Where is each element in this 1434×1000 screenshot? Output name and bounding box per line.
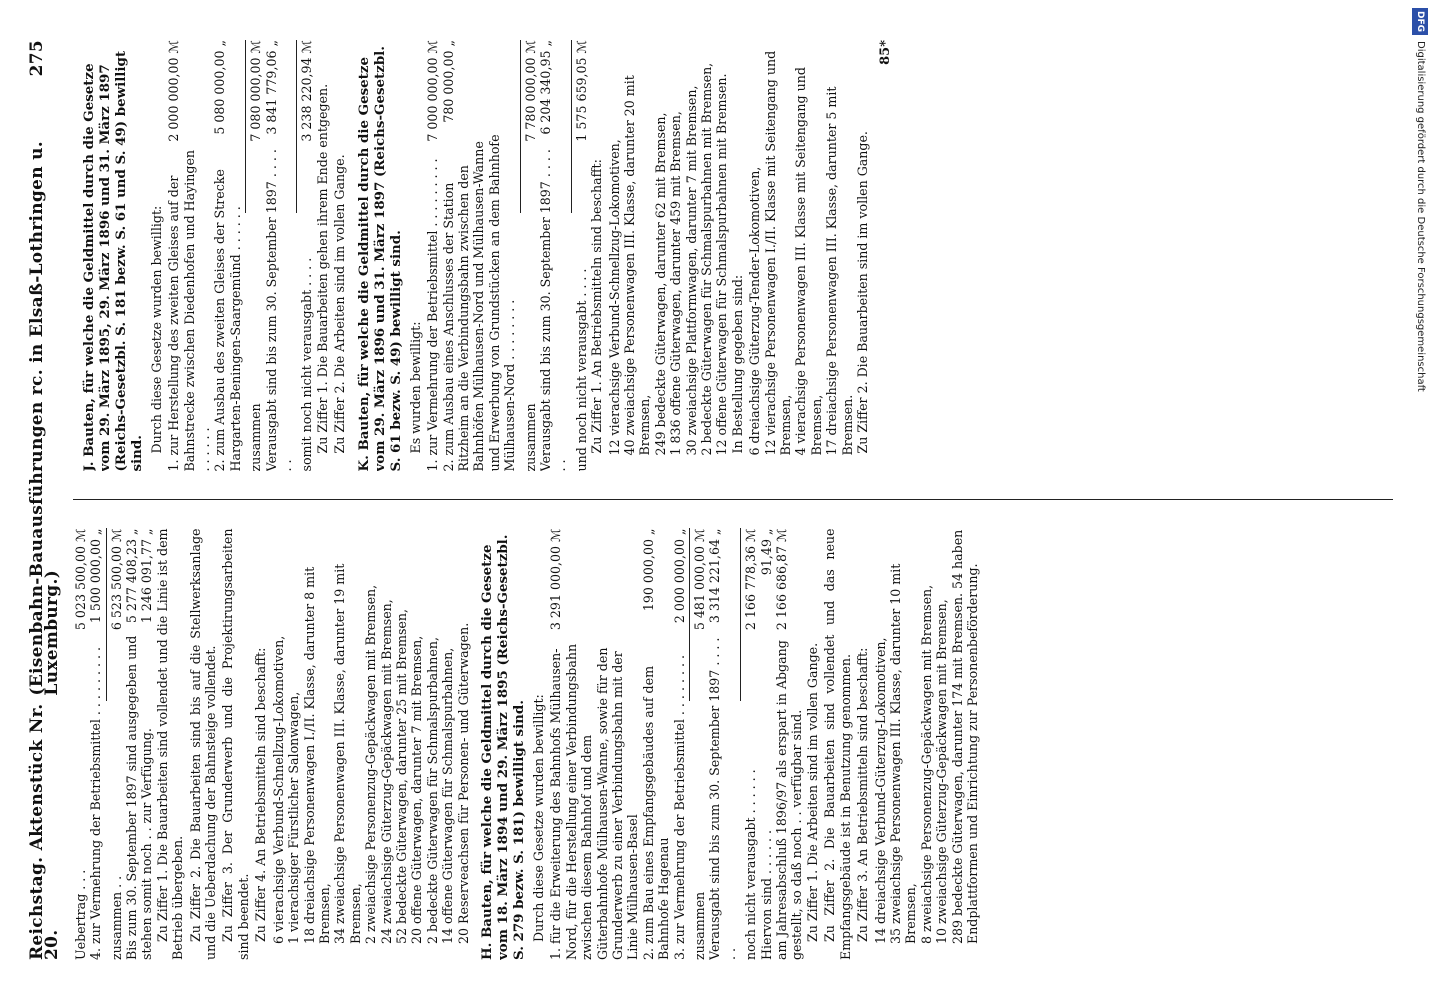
para-j-z1: Zu Ziffer 1. Die Bauarbeiten gehen ihrem Ende entgegen. — [314, 83, 330, 454]
row-j-ver: Verausgabt sind bis zum 30. September 1897 . . . . . . 3 841 779,06 „ — [263, 40, 295, 472]
list-item: 14 offene Güterwagen für Schmalspurbahnen, — [440, 647, 456, 944]
para-k-bestellung: In Bestellung gegeben sind: — [729, 274, 745, 454]
list-item: 4 vierachsige Personenwagen III. Klasse mit Seitengang und Bremsen, — [793, 67, 824, 456]
dfg-logo: DFG — [1412, 8, 1428, 35]
row-h-item3: 3. zur Vermehrung der Betriebsmittel . . . . . . . . 2 000 000,00 „ — [671, 528, 687, 960]
list-item: 10 zweiachsige Güterzug-Gepäckwagen mit Bremsen, — [934, 599, 950, 944]
section-h-heading: H. Bauten, für welche die Geldmittel durch die Gesetze vom 18. März 1894 und 29. März 1895 (Reichs-Gesetzbl. S. 279 bezw. S. 181) bewilligt sind. — [478, 534, 527, 960]
row-k-noch: und noch nicht verausgabt . . . . 1 575 659,05 ℳ — [573, 40, 589, 472]
list-item: 20 Reserveachsen für Personen- und Güterwagen. — [455, 622, 471, 944]
row-h-item2: 2. zum Bau eines Empfangsgebäudes auf dem Bahnhofe Hagenau 190 000,00 „ — [640, 528, 672, 960]
list-item: 24 zweiachsige Güterzug-Gepäckwagen mit Bremsen, — [378, 599, 394, 944]
para-ziffer1: Zu Ziffer 1. Die Bauarbeiten sind vollendet und die Linie ist dem Betrieb übergeben. — [154, 528, 186, 960]
row-k-item1: 1. zur Vermehrung der Betriebsmittel . . . . . . . . . 7 000 000,00 ℳ — [425, 40, 441, 472]
left-column — [73, 529, 1393, 961]
para-h-z2: Zu Ziffer 2. Die Bauarbeiten sind vollendet und das neue Empfangsgebäude ist in Benutzung genommen. — [822, 528, 853, 960]
list-item: 1 836 offene Güterwagen, darunter 459 mit Bremsen, — [668, 111, 684, 456]
list-item: 1 vierachsiger Fürstlicher Salonwagen, — [286, 691, 302, 944]
para-h-intro: Durch diese Gesetze wurden bewilligt: — [530, 694, 546, 942]
para-ziffer2: Zu Ziffer 2. Die Bauarbeiten sind bis auf die Stellwerksanlage und die Ueberdachung der Bahnsteige vollendet. — [187, 528, 219, 960]
row-zusammen: zusammen . . 6 523 500,00 ℳ — [108, 528, 124, 960]
right-column — [73, 40, 1393, 472]
list-item: 34 zweiachsige Personenwagen III. Klasse, darunter 19 mit Bremsen, — [332, 563, 363, 944]
row-h-jahres: am Jahresabschluß 1896/97 als erspart in Abgang gestellt, so daß noch . . verfügbar sind. 2 166 686,87 ℳ — [774, 528, 805, 960]
list-item: 6 dreiachsige Güterzug-Tender-Lokomotiven, — [747, 166, 763, 456]
list-item: 12 vierachsige Personenwagen I./II. Klasse mit Seitengang und Bremsen, — [762, 50, 794, 456]
list-item: 18 dreiachsige Personenwagen I./II. Klasse, darunter 8 mit Bremsen, — [301, 566, 332, 944]
list-item: 6 vierachsige Verbund-Schnellzug-Lokomotiven, — [270, 635, 286, 944]
header-left: Reichstag. Aktenstück Nr. 20. — [27, 703, 63, 960]
row-h-hiervon: Hiervon sind . . . . . . 91,49 „ — [758, 528, 774, 960]
section-j-heading: J. Bauten, für welche die Geldmittel durch die Gesetze vom 29. März 1895, 29. März 1896 und 31. März 1897 (Reichs-Gesetzbl. S. 181 bezw. S. 61 und S. 49) bewilligt sind. — [80, 50, 145, 472]
row-h-ver: Verausgabt sind bis zum 30. September 1897 . . . . . . 3 314 221,64 „ — [707, 528, 738, 960]
row-j-zusammen: zusammen 7 080 000,00 ℳ — [248, 40, 264, 472]
para-h-z1: Zu Ziffer 1. Die Arbeiten sind im vollen Gange. — [804, 642, 820, 942]
list-item: 249 bedeckte Güterwagen, darunter 62 mit Bremsen, — [652, 112, 668, 456]
header-center: (Eisenbahn-Bauausführungen rc. in Elsaß-Lothringen u. Luxemburg.) — [27, 141, 63, 696]
row-k-zusammen: zusammen 7 780 000,00 ℳ — [522, 40, 538, 472]
row-h-noch: noch nicht verausgabt . . . . . . 2 166 778,36 ℳ — [743, 528, 759, 960]
list-item: 40 zweiachsige Personenwagen III. Klasse, darunter 20 mit Bremsen, — [621, 75, 653, 456]
list-item: 30 zweiachsige Plattformwagen, darunter 7 mit Bremsen, — [683, 85, 699, 456]
page-header — [27, 40, 67, 960]
list-item: 2 bedeckte Güterwagen für Schmalspurbahnen, — [424, 637, 440, 944]
section-k-heading: K. Bauten, für welche die Geldmittel durch die Gesetze vom 29. März 1896 und 31. März 1897 (Reichs-Gesetzbl. S. 61 bezw. S. 49) bewilligt sind. — [355, 46, 404, 472]
list-item: 2 bedeckte Güterwagen für Schmalspurbahnen mit Bremsen, — [699, 62, 714, 456]
para-ziffer3: Zu Ziffer 3. Der Grunderwerb und die Projektirungsarbeiten sind beendet. — [220, 528, 251, 960]
list-item: 8 zweiachsige Personenzug-Gepäckwagen mit Bremsen, — [918, 584, 934, 944]
page-number: 275 — [27, 40, 47, 77]
list-item: 52 bedeckte Güterwagen, darunter 25 mit Bremsen, — [393, 609, 409, 944]
row-h-item1: 1. für die Erweiterung des Bahnhofs Mülhausen-Nord, für die Herstellung einer Verbindungsbahn zwischen diesem Bahnhof und dem Güterbahnhofe Mülhausen-Wanne, sowie für den Grunderwerb zu einer Verbindungsbahn mit der Linie Mülhausen-Basel 3 291 000,00 ℳ — [548, 528, 641, 960]
para-j-z2: Zu Ziffer 2. Die Arbeiten sind im vollen Gange. — [332, 154, 348, 454]
sheet-signature: 85* — [878, 40, 894, 65]
row-j-item1: 1. zur Herstellung des zweiten Gleises auf der Bahnstrecke zwischen Diedenhofen und Hayingen . . . . . . 2 000 000,00 ℳ — [166, 40, 213, 472]
list-item: 12 offene Güterwagen für Schmalspurbahnen mit Bremsen. — [714, 73, 730, 456]
dfg-stamp — [1412, 8, 1428, 994]
list-item: 2 zweiachsige Personenzug-Gepäckwagen mit Bremsen, — [363, 584, 379, 944]
para-k-z1: Zu Ziffer 1. An Betriebsmitteln sind beschafft: — [589, 159, 605, 454]
dfg-stamp-text: Digitalisierung gefördert durch die Deutsche Forschungsgemeinschaft — [1415, 41, 1426, 392]
row-j-noch: somit noch nicht verausgabt . . . . 3 238 220,94 ℳ — [299, 40, 315, 472]
list-item: 289 bedeckte Güterwagen, darunter 174 mit Bremsen. 54 haben Endplattformen und Einrichtung zur Personenbeförderung. — [949, 529, 980, 944]
row-bis: Bis zum 30. September 1897 sind ausgegeben und stehen somit noch . . zur Verfügung. 5 277 408,23 „ 1 246 091,77 „ — [124, 528, 155, 960]
row-uebertrag: Uebertrag . . . 5 023 500,00 ℳ — [72, 528, 88, 960]
row-h-zusammen: zusammen 5 481 000,00 ℳ — [692, 528, 708, 960]
list-item: 17 dreiachsige Personenwagen III. Klasse, darunter 5 mit Bremsen. — [824, 86, 855, 456]
row-j-item2: 2. zum Ausbau des zweiten Gleises der Strecke Hargarten-Beningen-Saargemünd . . . . . . 5 080 000,00 „ — [212, 40, 243, 472]
para-k-intro: Es wurden bewilligt: — [407, 321, 423, 454]
list-item: 20 offene Güterwagen, darunter 7 mit Bremsen, — [409, 635, 425, 944]
row-k-item2: 2. zum Ausbau eines Anschlusses der Station Ritzheim an die Verbindungsbahn zwischen den Bahnhöfen Mülhausen-Nord und Mülhausen-Wanne und Erwerbung von Grundstücken an dem Bahnhofe Mülhausen-Nord . . . . . . . . 780 000,00 „ — [440, 40, 518, 472]
list-item: 35 zweiachsige Personenwagen III. Klasse, darunter 10 mit Bremsen, — [887, 563, 919, 944]
para-j-intro: Durch diese Gesetze wurden bewilligt: — [148, 205, 164, 454]
para-h-z3: Zu Ziffer 3. An Betriebsmitteln sind beschafft: — [855, 647, 871, 942]
list-item: 14 dreiachsige Verbund-Güterzug-Lokomotiven, — [872, 637, 888, 944]
list-item: 12 vierachsige Verbund-Schnellzug-Lokomotiven, — [606, 139, 622, 456]
row-item4: 4. zur Vermehrung der Betriebsmittel . . . . . . . . . 1 500 000,00 „ — [88, 528, 104, 960]
row-k-ver: Verausgabt sind bis zum 30. September 1897 . . . . . . 6 204 340,95 „ — [537, 40, 569, 472]
para-ziffer4: Zu Ziffer 4. An Betriebsmitteln sind beschafft: — [253, 647, 269, 942]
para-k-z2: Zu Ziffer 2. Die Bauarbeiten sind im vollen Gange. — [855, 131, 871, 454]
column-divider — [73, 500, 1393, 501]
